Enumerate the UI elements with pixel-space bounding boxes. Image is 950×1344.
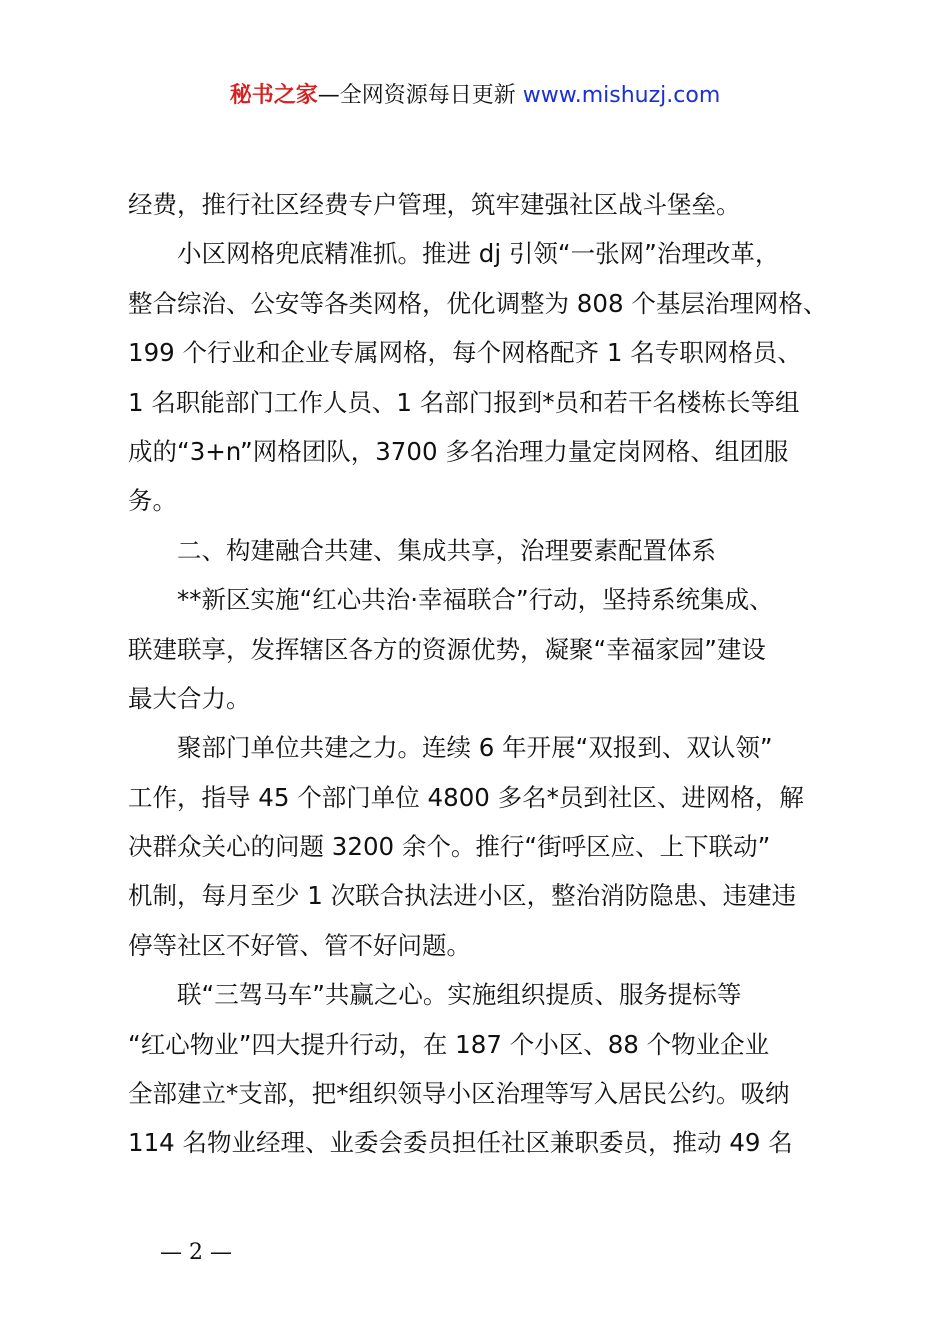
document-body xyxy=(128,180,840,1168)
text-line: 联建联享，发挥辖区各方的资源优势，凝聚“幸福家园”建设 xyxy=(128,634,766,664)
text-line: 199 个行业和企业专属网格，每个网格配齐 1 名专职网格员、 xyxy=(128,338,802,368)
text-line: **新区实施“红心共治·幸福联合”行动，坚持系统集成、 xyxy=(177,585,774,615)
text-line: 停等社区不好管、管不好问题。 xyxy=(128,930,471,960)
text-line: 全部建立*支部，把*组织领导小区治理等写入居民公约。吸纳 xyxy=(128,1079,790,1109)
text-line: 机制，每月至少 1 次联合执法进小区，整治消防隐患、违建违 xyxy=(128,881,797,911)
text-line: 决群众关心的问题 3200 余个。推行“街呼区应、上下联动” xyxy=(128,832,771,862)
text-line: 整合综治、公安等各类网格，优化调整为 808 个基层治理网格、 xyxy=(128,288,828,318)
text-line: 114 名物业经理、业委会委员担任社区兼职委员，推动 49 名 xyxy=(128,1128,793,1158)
text-line: 工作，指导 45 个部门单位 4800 多名*员到社区、进网格，解 xyxy=(128,782,804,812)
text-line: 成的“3+n”网格团队，3700 多名治理力量定岗网格、组团服 xyxy=(128,436,789,466)
text-line: 联“三驾马车”共赢之心。实施组织提质、服务提标等 xyxy=(177,980,742,1010)
section-heading: 二、构建融合共建、集成共享，治理要素配置体系 xyxy=(177,535,716,565)
brand-name: 秘书之家 xyxy=(229,83,318,108)
text-line: 小区网格兜底精准抓。推进 dj 引领“一张网”治理改革， xyxy=(177,239,780,269)
text-line: 经费，推行社区经费专户管理，筑牢建强社区战斗堡垒。 xyxy=(128,190,741,219)
site-url-link[interactable]: www.mishuzj.com xyxy=(522,83,721,108)
page-number: — 2 — xyxy=(160,1240,232,1265)
site-header xyxy=(0,80,950,112)
text-line: 聚部门单位共建之力。连续 6 年开展“双报到、双认领” xyxy=(177,733,773,763)
text-line: 最大合力。 xyxy=(128,683,251,713)
header-tagline: —全网资源每日更新 xyxy=(317,83,516,108)
text-line: 务。 xyxy=(128,486,177,516)
text-line: “红心物业”四大提升行动，在 187 个小区、88 个物业企业 xyxy=(128,1029,770,1059)
text-line: 1 名职能部门工作人员、1 名部门报到*员和若干名楼栋长等组 xyxy=(128,387,800,417)
